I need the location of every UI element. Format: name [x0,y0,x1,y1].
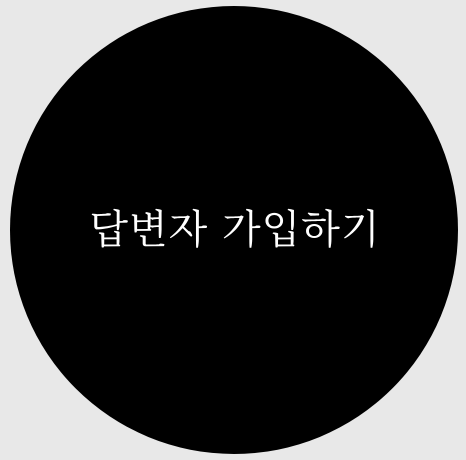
answerer-signup-label: 답변자 가입하기 [89,207,381,253]
answerer-signup-button[interactable] [10,6,458,454]
